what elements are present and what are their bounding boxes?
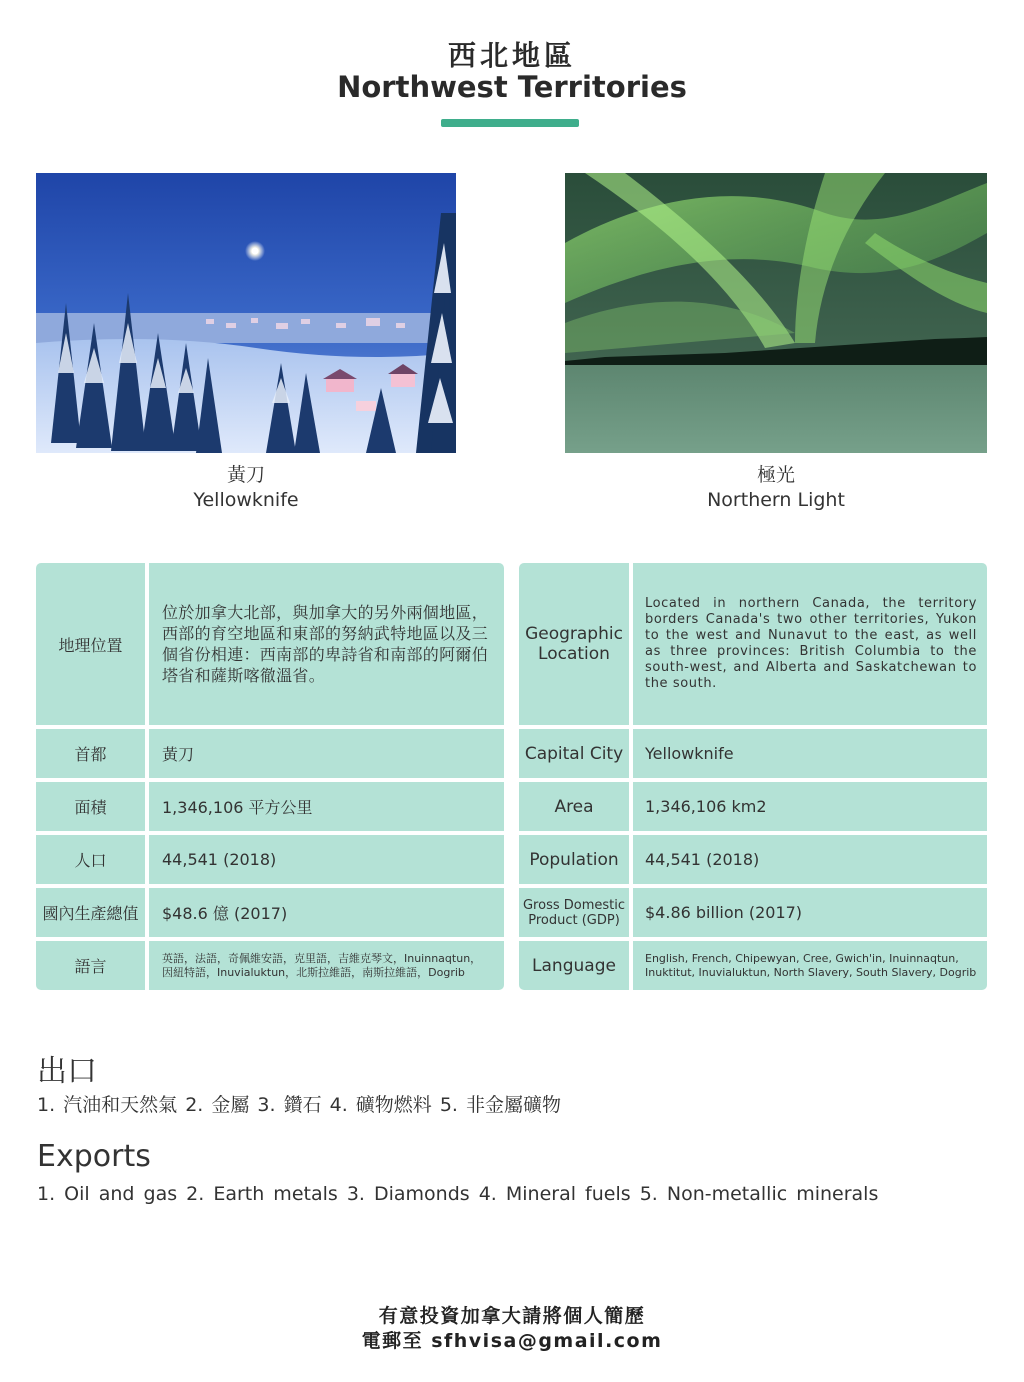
- row-label: Language: [519, 937, 633, 990]
- exports-heading-en: Exports: [37, 1139, 151, 1174]
- row-value: Yellowknife: [633, 725, 987, 778]
- yellowknife-photo: [36, 173, 456, 453]
- row-value: [149, 563, 504, 725]
- row-value: 黃刀: [149, 725, 504, 778]
- language-en-text: English, French, Chipewyan, Cree, Gwich'in, Inuinnaqtun, Inuktitut, Inuvialuktun, North Slavery, South Slavery, Dogrib: [645, 951, 977, 979]
- row-label: Geographic Location: [519, 563, 633, 725]
- row-label: 面積: [36, 778, 149, 831]
- table-row: [36, 563, 504, 725]
- northern-light-caption-en: Northern Light: [707, 489, 845, 511]
- table-row: [36, 884, 504, 937]
- row-value: $48.6 億 (2017): [149, 884, 504, 937]
- row-label: 人口: [36, 831, 149, 884]
- table-row: [519, 937, 987, 990]
- row-value: 44,541 (2018): [633, 831, 987, 884]
- row-label: 國內生產總值: [36, 884, 149, 937]
- table-row: [519, 725, 987, 778]
- info-table-zh: [36, 563, 504, 990]
- northern-light-photo: [565, 173, 987, 453]
- row-value: 1,346,106 平方公里: [149, 778, 504, 831]
- northern-light-caption-zh: 極光: [756, 464, 795, 486]
- row-label: Capital City: [519, 725, 633, 778]
- info-table-en: [519, 563, 987, 990]
- language-zh-text: 英語，法語，奇佩維安語，克里語，吉維克琴文，Inuinnaqtun，因紐特語，Inuvialuktun，北斯拉維語，南斯拉維語，Dogrib: [162, 951, 482, 979]
- geo-location-en-text: Located in northern Canada, the territory borders Canada's two other territories, Yukon to the west and Nunavut to the east, as well as three provinces: British Columbia to the south-west, and Alberta and Saskatchewan to the south.: [645, 596, 977, 691]
- row-value: $4.86 billion (2017): [633, 884, 987, 937]
- row-value: 1,346,106 km2: [633, 778, 987, 831]
- page-title-zh: 西北地區: [447, 39, 576, 72]
- exports-list-en: 1. Oil and gas 2. Earth metals 3. Diamonds 4. Mineral fuels 5. Non-metallic minerals: [37, 1183, 879, 1205]
- table-row: [36, 937, 504, 990]
- row-label: Population: [519, 831, 633, 884]
- northern-light-caption: [566, 463, 986, 513]
- row-label: 首都: [36, 725, 149, 778]
- footer-contact-email: 電郵至 sfhvisa@gmail.com: [361, 1330, 663, 1352]
- table-row: [36, 778, 504, 831]
- footer-line-1: 有意投資加拿大請將個人簡歷: [378, 1305, 646, 1327]
- row-value: [149, 937, 504, 990]
- table-row: [36, 831, 504, 884]
- row-value: [633, 563, 987, 725]
- row-value: [633, 937, 987, 990]
- exports-heading-zh: 出口: [37, 1054, 97, 1089]
- row-label: 地理位置: [36, 563, 149, 725]
- row-label: Gross Domestic Product (GDP): [519, 884, 633, 937]
- table-row: [36, 725, 504, 778]
- table-row: [519, 831, 987, 884]
- yellowknife-caption-en: Yellowknife: [193, 489, 299, 511]
- exports-list-zh: 1. 汽油和天然氣 2. 金屬 3. 鑽石 4. 礦物燃料 5. 非金屬礦物: [37, 1094, 561, 1116]
- table-row: [519, 563, 987, 725]
- geo-location-zh-text: 位於加拿大北部，與加拿大的另外兩個地區，西部的育空地區和東部的努納武特地區以及三個省份相連：西南部的卑詩省和南部的阿爾伯塔省和薩斯喀徹溫省。: [162, 603, 489, 685]
- table-row: [519, 884, 987, 937]
- title-accent-bar: [441, 119, 579, 127]
- row-value: 44,541 (2018): [149, 831, 504, 884]
- yellowknife-caption-zh: 黃刀: [226, 464, 265, 486]
- row-label: Area: [519, 778, 633, 831]
- yellowknife-caption: [36, 463, 456, 513]
- table-row: [519, 778, 987, 831]
- row-label: 語言: [36, 937, 149, 990]
- page-title-en: Northwest Territories: [337, 70, 687, 104]
